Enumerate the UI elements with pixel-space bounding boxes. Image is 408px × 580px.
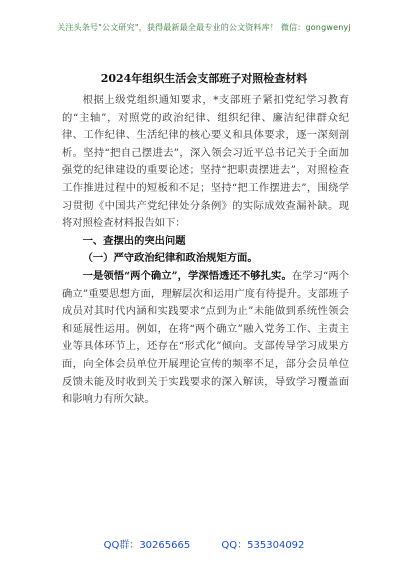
section-heading-1: 一、查摆出的突出问题: [82, 234, 186, 247]
intro-paragraph: 根据上级党组织通知要求，*支部班子紧扣党纪学习教育的“主轴”，对照党的政治纪律、组织纪律、廉洁纪律群众纪律、工作纪律、生活纪律的核心要义和具体要求，逐一深刻剖析。坚持“把自己摆进去”，深入领会习近平总书记关于全面加强党的纪律建设的重要论述；坚持“把职责摆进去”，对照检查工作推进过程中的短板和不足；坚持“把工作摆进去”，围绕学习贯彻《中国共产党纪律处分条例》的实际成效查漏补缺。现将对照检查材料报告如下：: [62, 94, 349, 230]
contact-footer: [0, 536, 408, 551]
subsection-heading-1: （一）严守政治纪律和政治规矩方面。: [82, 252, 258, 265]
point-lead-1: 一是领悟“两个确立”，学深悟透还不够扎实。: [82, 269, 292, 282]
qq-number: QQ：535304092: [221, 540, 305, 551]
point-paragraph-1: [62, 268, 349, 409]
watermark-header: 关注头条号"公文研究"，获得最新最全最专业的公文资料库！ 微信：gongwenyj: [57, 23, 351, 32]
point-text-1: 在学习“两个确立”重要思想方面，理解层次和运用广度有待提升。支部班子成员对其时代内涵和实践要求“点到为止”未能做到系统性领会和延展性运用。例如，在将“两个确立”融入党务工作、主责主业等具体环节上，还存在“形式化”倾向。支部传导学习成果方面，向全体会员单位开展理论宣传的频率不足，部分会员单位反馈未能及时收到关于实践要求的深入解读，导致学习覆盖面和影响力有所欠缺。: [62, 269, 349, 406]
document-title: 2024年组织生活会支部班子对照检查材料: [100, 72, 308, 85]
qq-group: QQ群：30265665: [103, 540, 191, 551]
document-body: [62, 92, 349, 409]
